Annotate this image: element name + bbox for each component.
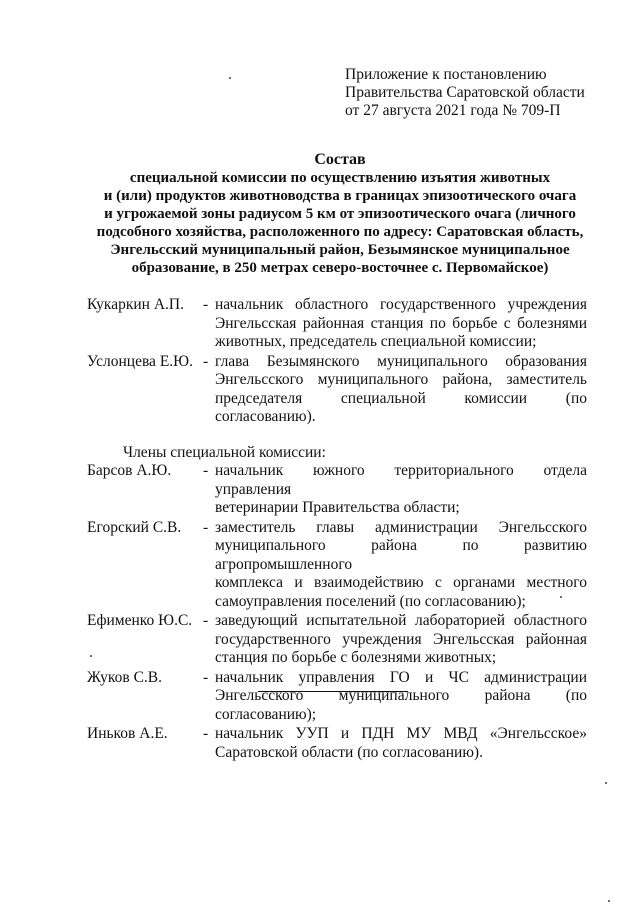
position-line: ветеринарии Правительства области; [215,499,460,516]
member-name: Иньков А.Е. [87,725,168,742]
appendix-line: Приложение к постановлению [345,66,547,83]
dash-separator: - [203,352,209,370]
document-title [60,150,620,277]
position-line: станция по борьбе с болезнями животных; [215,649,497,666]
title-heading: Состав [314,151,366,168]
member-row [87,519,587,612]
position-line: государственного учреждения Энгельсская районная [215,630,587,648]
title-line: и угрожаемой зоны радиусом 5 км от эпизоотического очага (личного [104,206,576,222]
position-line: самоуправления поселений (по согласованию); [215,592,526,610]
member-row [87,612,587,668]
appendix-note [345,66,625,120]
title-line: подсобного хозяйства, расположенного по адресу: Саратовская область, [96,224,584,240]
member-name: Егорский С.В. [87,518,182,536]
title-line: Энгельсский муниципальный район, Безымянское муниципальное [110,242,570,258]
member-row-deputy-chairman [87,353,587,427]
scan-speck [229,77,231,79]
title-line: и (или) продуктов животноводства в границах эпизоотического очага [103,188,577,204]
position-line: глава Безымянского муниципального образования [215,352,587,370]
position-line: начальник управления ГО и ЧС администрации [215,668,587,686]
appendix-line: от 27 августа 2021 года № 709-П [345,102,561,119]
position-line: Энгельсская районная станция по борьбе с болезнями [215,314,587,332]
position-line: животных, председатель специальной комиссии; [215,333,537,350]
position-line: Энгельсского муниципального района, заместитель [215,371,587,388]
position-line: начальник южного территориального отдела управления [215,462,587,498]
member-position [215,296,587,352]
position-line: начальник областного государственного учреждения [215,296,587,313]
dash-separator: - [203,296,209,313]
appendix-line: Правительства Саратовской области [345,84,585,101]
dash-separator: - [203,518,209,536]
position-line: заведующий испытательной лабораторией областного [215,612,587,629]
member-row [87,725,587,762]
member-name: Барсов А.Ю. [87,462,172,479]
members-heading: Члены специальной комиссии: [123,443,326,461]
member-row [87,462,587,518]
dash-separator: - [203,725,209,742]
scan-speck [560,596,562,598]
position-line: начальник УУП и ПДН МУ МВД «Энгельсское» [215,725,587,742]
dash-separator: - [203,462,209,479]
title-line: образование, в 250 метрах северо-восточнее с. Первомайское) [131,260,549,276]
closing-divider [258,691,408,692]
title-line: специальной комиссии по осуществлению изъятия животных [129,170,551,186]
member-name: Жуков С.В. [87,668,162,686]
scan-speck [90,655,92,657]
scan-speck [605,782,607,784]
member-name: Кукаркин А.П. [87,296,184,313]
member-position [215,725,587,762]
position-line: муниципального района по развитию агропромышленного [215,537,587,573]
member-position [215,462,587,518]
member-position [215,519,587,612]
scan-speck [608,900,610,902]
position-line: комплекса и взаимодействию с органами местного [215,574,587,591]
member-position [215,353,587,427]
position-line: заместитель главы администрации Энгельсского [215,518,587,536]
member-name: Ефименко Ю.С. [87,612,193,629]
position-line: Энгельсского муниципального района (по согласованию); [215,687,587,723]
member-row [87,669,587,725]
member-row-chairman [87,296,587,352]
member-position [215,669,587,725]
commission-list [87,296,587,762]
position-line: председателя специальной комиссии (по согласованию). [215,389,587,425]
position-line: Саратовской области (по согласованию). [215,743,483,761]
dash-separator: - [203,612,209,629]
member-position [215,612,587,668]
dash-separator: - [203,668,209,686]
member-name: Услонцева Е.Ю. [87,352,193,370]
